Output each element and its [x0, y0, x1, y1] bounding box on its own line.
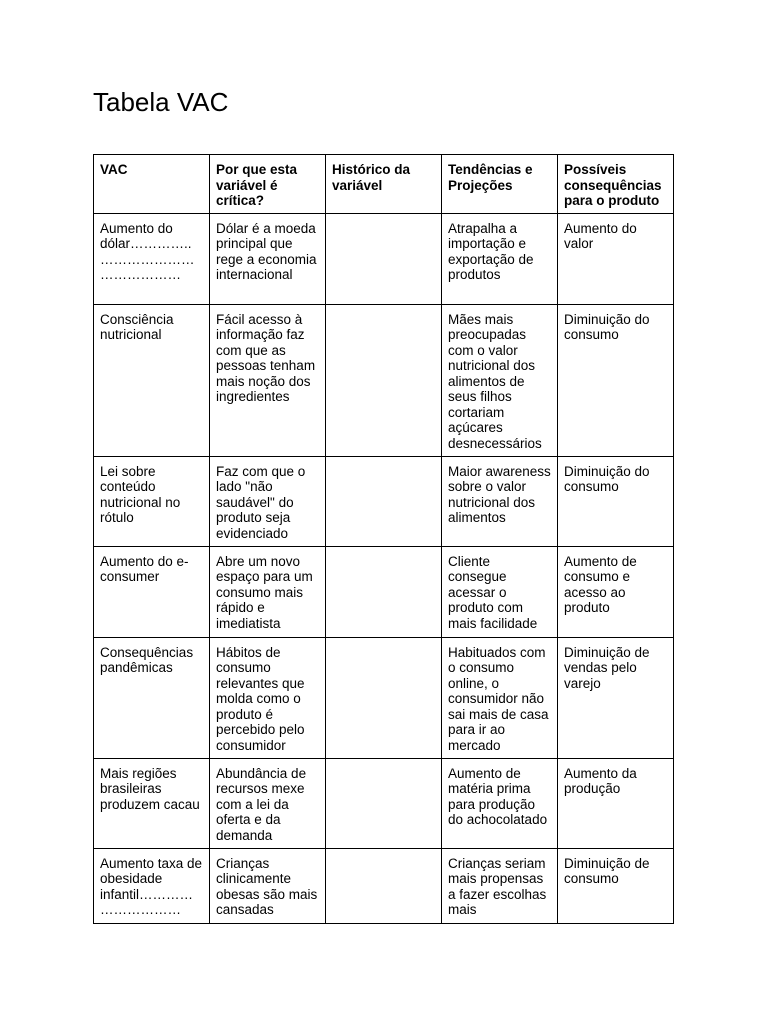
table-row — [94, 637, 674, 758]
table-header-row — [94, 155, 674, 214]
cell-consequencias: Diminuição do consumo — [558, 304, 674, 456]
cell-tendencias: Maior awareness sobre o valor nutricional dos alimentos — [442, 456, 558, 546]
cell-consequencias: Aumento do valor — [558, 213, 674, 304]
cell-historico — [326, 637, 442, 758]
table-row — [94, 848, 674, 923]
cell-consequencias: Aumento de consumo e acesso ao produto — [558, 546, 674, 637]
header-consequencias: Possíveis consequências para o produto — [558, 155, 674, 214]
cell-historico — [326, 304, 442, 456]
table-row — [94, 546, 674, 637]
cell-vac: Aumento do dólar…………..………………………………… — [94, 213, 210, 304]
cell-consequencias: Diminuição do consumo — [558, 456, 674, 546]
cell-critica: Fácil acesso à informação faz com que as pessoas tenham mais noção dos ingredientes — [210, 304, 326, 456]
cell-critica: Faz com que o lado "não saudável" do produto seja evidenciado — [210, 456, 326, 546]
cell-historico — [326, 848, 442, 923]
cell-tendencias: Mães mais preocupadas com o valor nutricional dos alimentos de seus filhos cortariam açúcares desnecessários — [442, 304, 558, 456]
cell-tendencias: Crianças seriam mais propensas a fazer escolhas mais — [442, 848, 558, 923]
cell-critica: Crianças clinicamente obesas são mais cansadas — [210, 848, 326, 923]
cell-tendencias: Cliente consegue acessar o produto com mais facilidade — [442, 546, 558, 637]
cell-critica: Abre um novo espaço para um consumo mais rápido e imediatista — [210, 546, 326, 637]
cell-consequencias: Aumento da produção — [558, 758, 674, 848]
cell-historico — [326, 456, 442, 546]
header-critica: Por que esta variável é crítica? — [210, 155, 326, 214]
page-title: Tabela VAC — [93, 87, 229, 117]
cell-historico — [326, 546, 442, 637]
cell-consequencias: Diminuição de consumo — [558, 848, 674, 923]
table-row — [94, 213, 674, 304]
vac-table — [93, 154, 674, 924]
cell-tendencias: Aumento de matéria prima para produção do achocolatado — [442, 758, 558, 848]
cell-critica: Dólar é a moeda principal que rege a economia internacional — [210, 213, 326, 304]
cell-tendencias: Atrapalha a importação e exportação de produtos — [442, 213, 558, 304]
cell-vac: Consciência nutricional — [94, 304, 210, 456]
header-tendencias: Tendências e Projeções — [442, 155, 558, 214]
table-row — [94, 758, 674, 848]
cell-vac: Lei sobre conteúdo nutricional no rótulo — [94, 456, 210, 546]
cell-vac: Aumento do e-consumer — [94, 546, 210, 637]
cell-vac: Consequências pandêmicas — [94, 637, 210, 758]
header-historico: Histórico da variável — [326, 155, 442, 214]
table-row — [94, 456, 674, 546]
cell-critica: Hábitos de consumo relevantes que molda como o produto é percebido pelo consumidor — [210, 637, 326, 758]
cell-critica: Abundância de recursos mexe com a lei da oferta e da demanda — [210, 758, 326, 848]
cell-historico — [326, 213, 442, 304]
cell-vac: Aumento taxa de obesidade infantil………………………… — [94, 848, 210, 923]
table-row — [94, 304, 674, 456]
cell-tendencias: Habituados com o consumo online, o consumidor não sai mais de casa para ir ao mercado — [442, 637, 558, 758]
cell-consequencias: Diminuição de vendas pelo varejo — [558, 637, 674, 758]
cell-vac: Mais regiões brasileiras produzem cacau — [94, 758, 210, 848]
header-vac: VAC — [94, 155, 210, 214]
cell-historico — [326, 758, 442, 848]
